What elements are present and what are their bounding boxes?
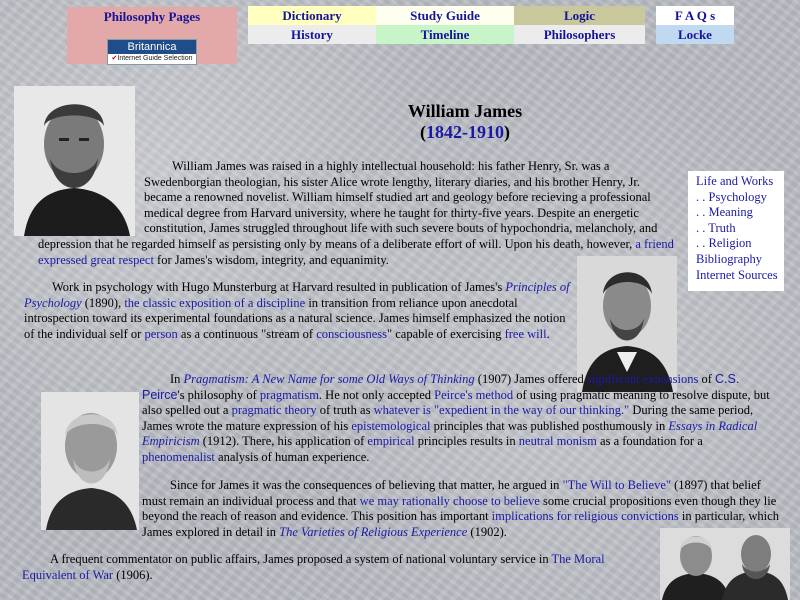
neutral-monism-link[interactable]: neutral monism (518, 434, 597, 449)
page-title: William James (1842-1910) (395, 101, 535, 143)
side-menu-internet-sources[interactable]: Internet Sources (696, 267, 778, 282)
nav-dictionary[interactable]: Dictionary (248, 6, 376, 25)
britannica-badge[interactable] (107, 39, 197, 65)
consciousness-link[interactable]: consciousness (316, 326, 388, 341)
choose-to-believe-link[interactable]: we may rationally choose to believe (359, 493, 540, 508)
phenomenalist-link[interactable]: phenomenalist (142, 449, 215, 464)
epistemological-link[interactable]: epistemological (351, 418, 431, 433)
person-link[interactable]: person (144, 326, 178, 341)
nav-philosophy-pages-label: Philosophy Pages (103, 9, 201, 24)
religious-convictions-link[interactable]: implications for religious convictions (491, 509, 679, 524)
radical-empiricism-link[interactable]: Essays in Radical Empiricism (142, 418, 758, 449)
principles-of-psychology-link[interactable]: Principles of Psychology (24, 280, 570, 310)
empirical-link[interactable]: empirical (367, 434, 415, 449)
nav-philosophers[interactable]: Philosophers (514, 25, 645, 44)
classic-exposition-link[interactable]: the classic exposition of a discipline (124, 295, 306, 310)
nav-philosophy-pages[interactable] (67, 7, 237, 64)
moral-equivalent-of-war-link[interactable]: The Moral Equivalent of War (22, 552, 605, 582)
paragraph-5: A frequent commentator on public affairs, James proposed a system of national voluntary service in The Moral Equivalent of War (1906). (22, 552, 605, 582)
varieties-religious-experience-link[interactable]: The Varieties of Religious Experience (279, 524, 468, 539)
nav-study-guide[interactable]: Study Guide (376, 6, 514, 25)
britannica-logo: Britannica (108, 40, 196, 54)
free-will-link[interactable]: free will (504, 326, 547, 341)
will-to-believe-link[interactable]: "The Will to Believe" (562, 478, 671, 492)
peirces-method-link[interactable]: Peirce's method (434, 387, 514, 402)
expedient-quote-link[interactable]: whatever is "expedient in the way of our thinking." (373, 403, 630, 418)
pragmatism-link[interactable]: pragmatism (259, 387, 319, 402)
nav-logic[interactable]: Logic (514, 6, 645, 25)
britannica-subtitle: Internet Guide Selection (117, 55, 193, 62)
nav-history[interactable]: History (248, 25, 376, 44)
checkmark-icon: ✔ (111, 55, 118, 62)
side-menu (688, 171, 784, 291)
friend-respect-link[interactable]: a friend expressed great respect (38, 236, 674, 267)
lifespan-link[interactable]: 1842-1910 (426, 122, 504, 142)
paragraph-4: Since for James it was the consequences of believing that matter, he argued in "The Will to Believe" (1897) that belief must remain an individual process and that we may rationally choose to believe some crucial propositions even though they lie beyond the reach of reason and evidence. This position has important implications for religious convictions in particular, which James explored in detail in The Varieties of Religious Experience (1902). (142, 478, 779, 539)
side-menu-psychology[interactable]: . . Psychology (696, 189, 767, 204)
cs-peirce-link[interactable]: C.S. Peirce (142, 372, 740, 402)
side-menu-meaning[interactable]: . . Meaning (696, 205, 753, 220)
pragmatism-book-link[interactable]: Pragmatism: A New Name for some Old Ways of Thinking (183, 372, 475, 386)
nav-locke[interactable]: Locke (656, 25, 734, 44)
side-menu-religion[interactable]: . . Religion (696, 236, 752, 251)
paragraph-2: Work in psychology with Hugo Munsterburg at Harvard resulted in publication of James's Principles of Psychology (1890), the classic exposition of a discipline in transition from reliance upon anecdotal introspection toward its experimental foundations as a natural science. James himself emphasized the notion of the individual self or person as a continuous "stream of consciousness" capable of exercising free will. (24, 280, 570, 341)
significant-expansions-link[interactable]: significant expansions (586, 372, 699, 386)
pragmatic-theory-link[interactable]: pragmatic theory (231, 403, 317, 418)
paragraph-1: William James was raised in a highly intellectual household: his father Henry, Sr. was a Swedenborgian theologian, his sister Alice wrote lengthy, literary diaries, and his brother Henry, Jr. became a renowned novelist. William himself studied art and geology before recieving a professional medical degree from Harvard university, where he taught for thirty-five years. Despite an energetic constitution, James struggled throughout life with such severe bouts of hypochondria, melancholy, and depression that he regarded himself as persisting only by means of a deliberate effort of will. Upon his death, however, a friend expressed great respect for James's wisdom, integrity, and equanimity. (38, 159, 674, 267)
nav-faqs[interactable]: F A Q s (656, 6, 734, 25)
side-menu-bibliography[interactable]: Bibliography (696, 251, 762, 266)
paragraph-3: In Pragmatism: A New Name for some Old Ways of Thinking (1907) James offered significant expansions of C.S. Peirce's philosophy of pragmatism. He not only accepted Peirce's method of using pragmatic meaning to resolve dispute, but also spelled out a pragmatic theory of truth as whatever is "expedient in the way of our thinking." During the same period, James wrote the mature expression of his epistemological principles that was published posthumously in Essays in Radical Empiricism (1912). There, his application of empirical principles results in neutral monism as a foundation for a phenomenalist analysis of human experience. (142, 372, 770, 464)
side-menu-life-and-works[interactable]: Life and Works (696, 174, 774, 188)
side-menu-truth[interactable]: . . Truth (696, 220, 736, 235)
philosopher-name: William James (407, 101, 523, 121)
nav-timeline[interactable]: Timeline (376, 25, 514, 44)
